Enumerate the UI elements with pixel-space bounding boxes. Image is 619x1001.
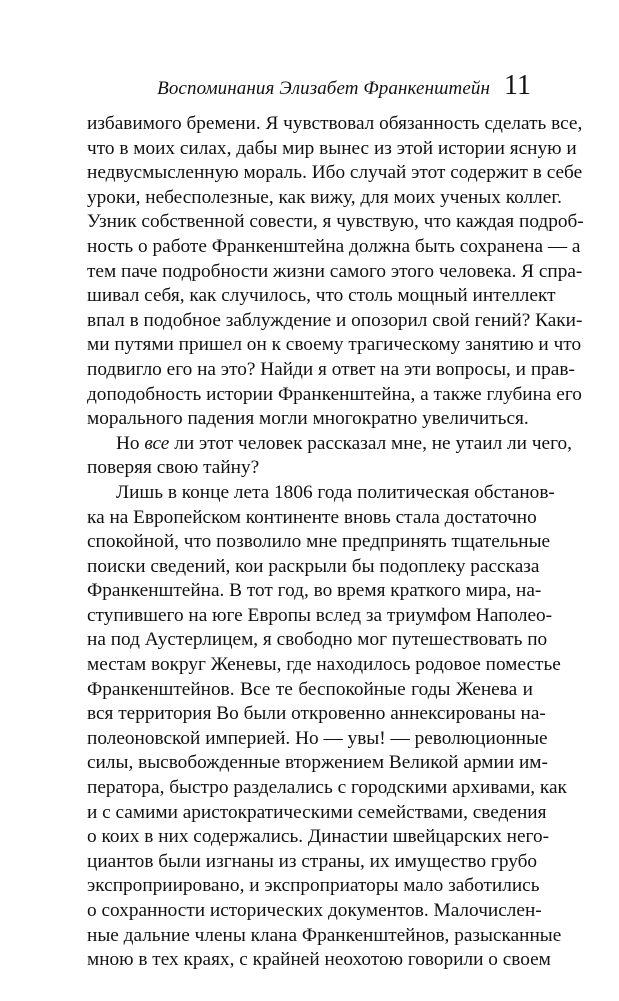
text-line: на под Аустерлицем, я свободно мог путешествовать по: [87, 629, 548, 651]
text-line: ность о работе Франкенштейна должна быть сохранена — а: [87, 235, 581, 257]
text-line: Лишь в конце лета 1806 года политическая обстанов-: [116, 481, 555, 503]
text-line: циантов были изгнаны из страны, их имущество грубо: [87, 850, 538, 872]
text-line: что в моих силах, дабы мир вынес из этой истории ясную и: [87, 137, 577, 159]
text-line: ми путями пришел он к своему трагическому занятию и что: [87, 334, 582, 356]
running-head: [157, 72, 531, 106]
text-line: ка на Европейском континенте вновь стала достаточно: [87, 506, 537, 528]
text-line: экспроприировано, и экспроприаторы мало заботились: [87, 875, 540, 897]
text-line: уроки, небесполезные, как вижу, для моих ученых коллег.: [87, 186, 562, 208]
text-line: ператора, быстро разделались с городскими архивами, как: [87, 777, 567, 799]
text-line: спокойной, что позволило мне предпринять тщательные: [87, 531, 551, 553]
text-line: мною в тех краях, с крайней неохотою говорили о своем: [87, 949, 551, 971]
body-text: [87, 112, 584, 973]
text-line: подвигло его на это? Найди я ответ на эти вопросы, и прав-: [87, 358, 575, 380]
text-line: недвусмысленную мораль. Ибо случай этот содержит в себе: [87, 162, 583, 184]
text-line: ступившего на юге Европы вслед за триумфом Наполео-: [87, 604, 553, 626]
text-line: тем паче подробности жизни самого этого человека. Я спра-: [87, 260, 583, 282]
running-title: Воспоминания Элизабет Франкенштейн: [157, 78, 491, 99]
text-line: Франкенштейнов. Все те беспокойные годы Женева и: [87, 678, 533, 700]
text-line: Франкенштейна. В тот год, во время краткого мира, на-: [87, 580, 542, 602]
text-line: поверяя свою тайну?: [87, 457, 260, 479]
text-line: о коих в них содержались. Династии швейцарских него-: [87, 826, 550, 848]
text-line: впал в подобное заблуждение и опозорил свой гений? Каки-: [87, 309, 583, 331]
text-line: силы, высвобожденные вторжением Великой армии им-: [87, 752, 548, 774]
text-fragment: ли этот человек рассказал мне, не утаил ли чего,: [169, 432, 572, 454]
text-line: Узник собственной совести, я чувствую, что каждая подроб-: [87, 211, 584, 233]
text-fragment: Но: [116, 432, 145, 454]
text-line: [87, 432, 572, 457]
text-line: шивал себя, как случилось, что столь мощный интеллект: [87, 285, 556, 307]
text-line: о сохранности исторических документов. Малочислен-: [87, 900, 542, 921]
text-line: местам вокруг Женевы, где находилось родовое поместье: [87, 654, 561, 676]
text-line: и с самими аристократическими семействами, сведения: [87, 801, 547, 823]
page-number: 11: [504, 70, 531, 101]
text-line: доподобность истории Франкенштейна, а также глубина его: [87, 383, 582, 405]
text-line: морального падения могли многократно увеличиться.: [87, 408, 529, 430]
text-line: избавимого бремени. Я чувствовал обязанность сделать все,: [87, 113, 583, 134]
emphasized-word: все: [144, 432, 170, 454]
text-line: ные дальние члены клана Франкенштейнов, разысканные: [87, 924, 562, 946]
text-line: вся территория Во были откровенно аннексированы на-: [87, 703, 546, 725]
text-line: поиски сведений, кои раскрыли бы подоплеку рассказа: [87, 555, 540, 577]
text-line: полеоновской империей. Но — увы! — революционные: [87, 727, 548, 749]
